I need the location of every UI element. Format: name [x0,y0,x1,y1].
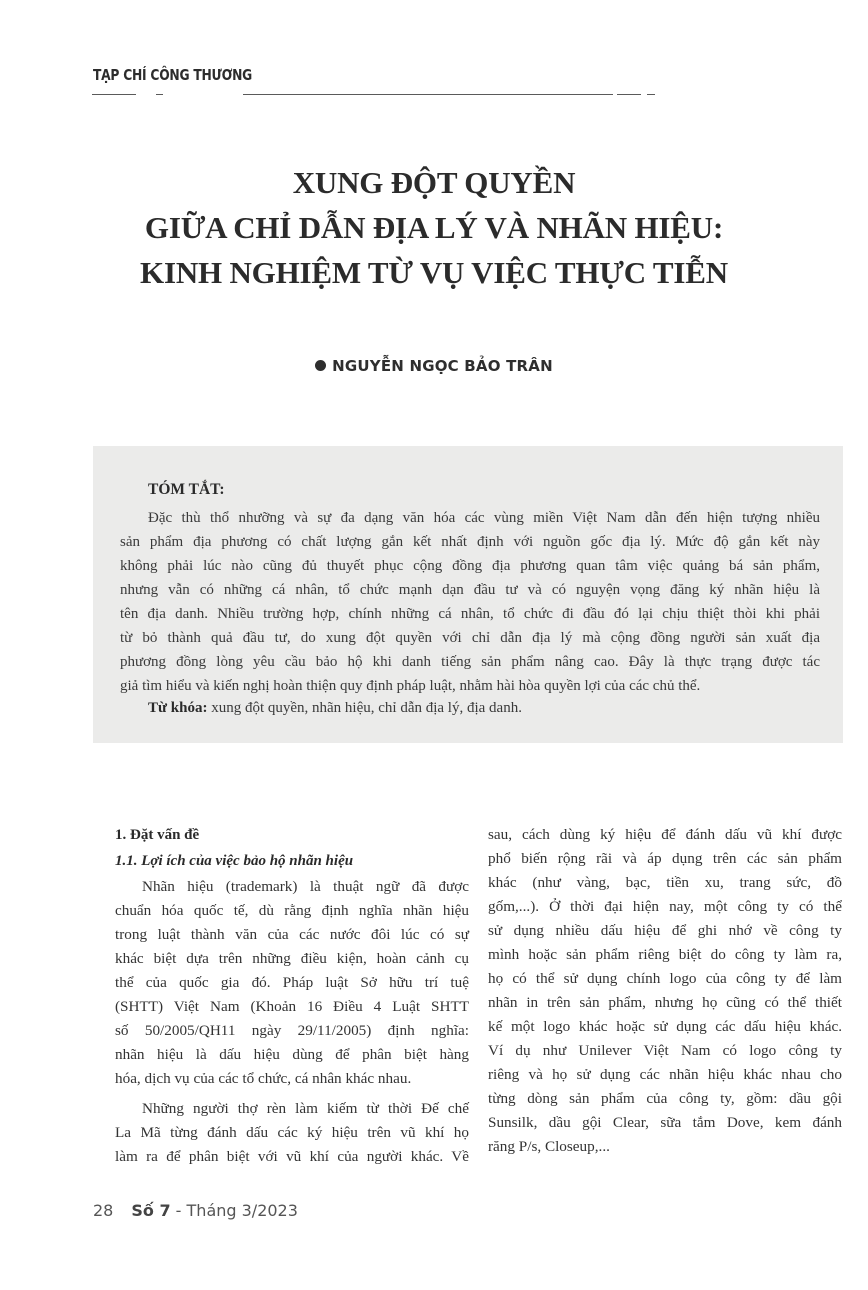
body-line: răng P/s, Closeup,... [488,1138,610,1155]
body-line: nhãn hiệu là dấu hiệu dùng để phân biệt hàng [115,1046,469,1063]
header-rule [156,94,163,95]
abstract-text [120,506,820,698]
page-footer [93,1201,298,1220]
body-line: mình hoặc sản phẩm riêng biệt do công ty làm ra, [488,946,842,963]
body-line: họ có thể sử dụng chính logo của công ty để làm [488,970,842,987]
subsection-heading: 1.1. Lợi ích của việc bảo hộ nhãn hiệu [115,853,354,869]
title-line: KINH NGHIỆM TỪ VỤ VIỆC THỰC TIỄN [140,255,728,290]
abstract-line: tên địa danh. Nhiều trường hợp, chính những cá nhân, tổ chức đi đầu đó lại chịu thiệt thòi khi phải [120,606,820,622]
body-line: khác biệt dựa trên những điều kiện, hoàn cảnh cụ [115,950,469,967]
author-name: NGUYỄN NGỌC BẢO TRÂN [332,357,553,375]
body-line: hóa, dịch vụ của các tổ chức, cá nhân khác nhau. [115,1070,412,1087]
body-line: số 50/2005/QH11 ngày 29/11/2005) định nghĩa: [115,1022,469,1039]
body-line: Nhãn hiệu (trademark) là thuật ngữ đã được [142,878,469,895]
body-line: chuẩn hóa quốc tế, dù rằng định nghĩa nhãn hiệu [115,902,469,919]
journal-name: TẠP CHÍ CÔNG THƯƠNG [93,66,252,84]
header-rule [243,94,613,95]
title-line: GIỮA CHỈ DẪN ĐỊA LÝ VÀ NHÃN HIỆU: [144,210,724,245]
abstract-line: phương đồng lòng yêu cầu bảo hộ khi danh tiếng sản phẩm nâng cao. Đây là thực trạng được tác [120,654,820,670]
body-line: La Mã từng đánh dấu các ký hiệu trên vũ khí họ [115,1124,469,1141]
body-line: gốm,...). Ở thời đại hiện nay, một công ty có thể [488,898,842,915]
header-rule [92,94,136,95]
body-line: Ví dụ như Unilever Việt Nam có logo công ty [488,1042,842,1059]
abstract-heading: TÓM TẮT: [148,481,225,498]
abstract-line: không phải lúc nào cũng đủ thuyết phục cộng đồng địa phương quan tâm việc quảng bá sản phẩm, [120,558,820,574]
issue-number: Số 7 [131,1201,171,1220]
body-column-right [488,823,842,1159]
abstract-line: Đặc thù thổ nhưỡng và sự đa dạng văn hóa các vùng miền Việt Nam dẫn đến hiện tượng nhiều [148,510,820,526]
body-line: Những người thợ rèn làm kiếm từ thời Đế chế [142,1100,469,1117]
abstract-line: sản phẩm địa phương có chất lượng gắn kết nhất định với nguồn gốc địa lý. Mức độ gắn kết này [120,534,820,550]
keywords-list: xung đột quyền, nhãn hiệu, chỉ dẫn địa lý, địa danh. [207,700,522,716]
keywords-label: Từ khóa: [148,700,208,716]
body-line: phổ biến rộng rãi và áp dụng trên các sản phẩm [488,850,842,867]
body-line: sau, cách dùng ký hiệu để đánh dấu vũ khí được [488,826,842,843]
body-line: trong luật thành văn của các nước đôi lúc có sự [115,926,469,943]
keywords [148,700,522,717]
body-line: làm ra để phân biệt với vũ khí của người khác. Về [115,1148,469,1165]
body-line: (SHTT) Việt Nam (Khoản 16 Điều 4 Luật SHTT [115,998,469,1015]
body-line: từng dòng sản phẩm của công ty, gồm: dầu gội [488,1090,842,1107]
page-number: 28 [93,1201,114,1220]
author-byline [0,357,868,375]
body-line: khác (như vàng, bạc, tiền xu, trang sức, đồ [488,874,842,891]
section-heading: 1. Đặt vấn đề [115,827,200,843]
body-line: nhãn in trên sản phẩm, nhưng họ cũng có thể thiết [488,994,842,1011]
body-line: sử dụng nhiều dấu hiệu để ghi nhớ về công ty [488,922,842,939]
body-line: kế một logo khác hoặc sử dụng các dấu hiệu khác. [488,1018,842,1035]
abstract-box [93,446,843,743]
article-title [100,160,768,295]
abstract-line: giả tìm hiểu và kiến nghị hoàn thiện quy định pháp luật, nhằm hài hòa quyền lợi của các chủ thể. [120,678,701,694]
body-line: riêng và họ sử dụng các nhãn hiệu khác nhau cho [488,1066,842,1083]
title-line: XUNG ĐỘT QUYỀN [292,165,576,200]
body-line: thể của quốc gia đó. Pháp luật Sở hữu trí tuệ [115,974,469,991]
bullet-icon [315,360,326,371]
abstract-line: từ bỏ thành quả đầu tư, do xung đột quyền với chỉ dẫn địa lý mà cộng đồng người sản xuất địa [120,630,820,646]
abstract-line: nhưng vẫn có những cá nhân, tổ chức mạnh dạn đầu tư và có nguyện vọng đăng ký nhãn hiệu là [120,582,820,598]
issue-date: - Tháng 3/2023 [170,1201,298,1220]
header-rule [617,94,641,95]
body-column-left [115,823,469,1169]
body-line: Sunsilk, dầu gội Clear, sữa tắm Dove, kem đánh [488,1114,842,1131]
header-rule [647,94,655,95]
